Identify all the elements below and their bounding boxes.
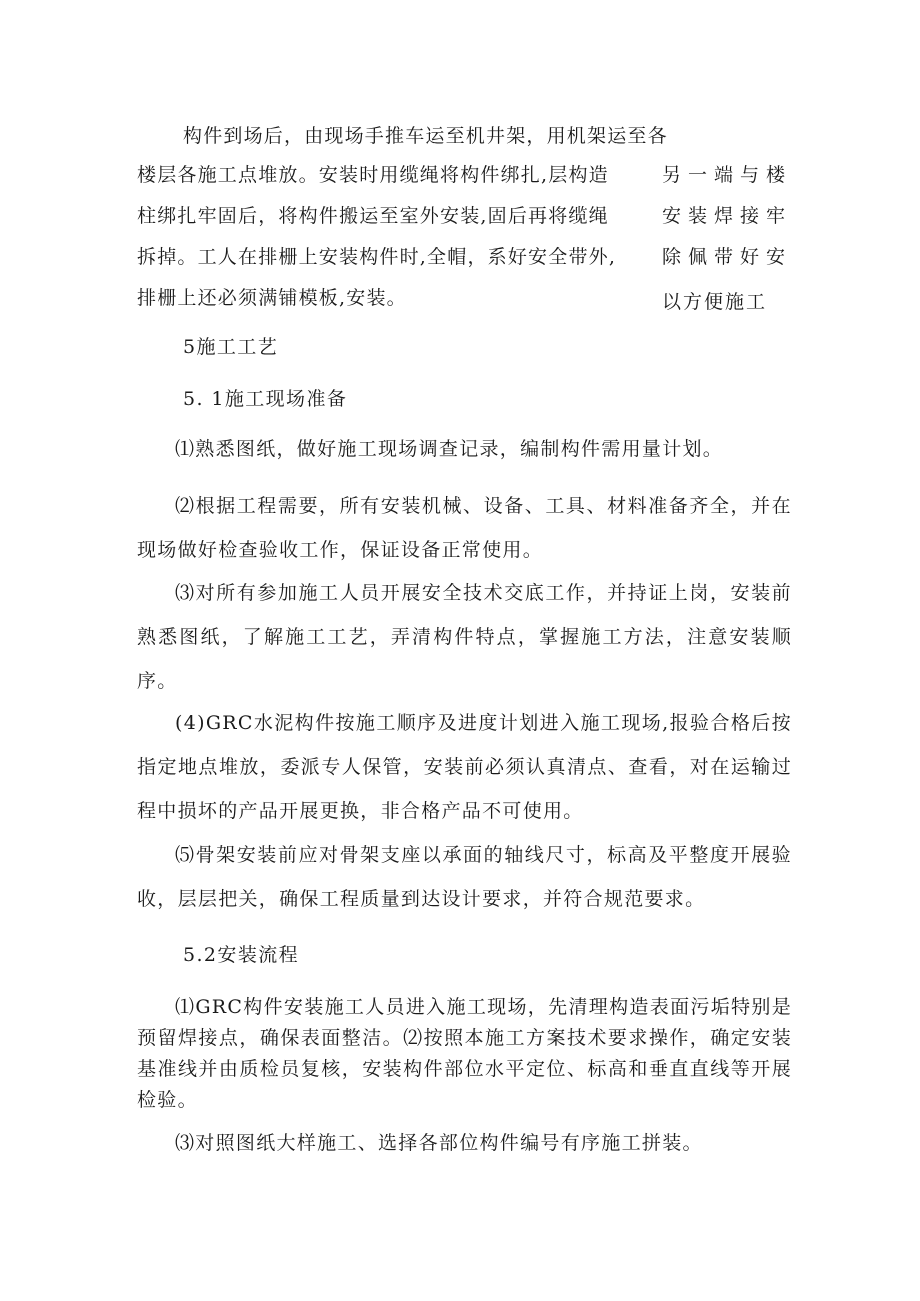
prep-item-5: ⑸骨架安装前应对骨架支座以承面的轴线尺寸，标高及平整度开展验收，层层把关，确保工程质量到达设计要求，并符合规范要求。 <box>137 844 792 910</box>
section-title: 5施工工艺 <box>183 336 279 358</box>
subsection-title-2: 5.2安装流程 <box>183 944 300 966</box>
prep-item-2: ⑵根据工程需要，所有安装机械、设备、工具、材料准备齐全，并在现场做好检查验收工作，保证设备正常使用。 <box>137 495 792 561</box>
prep-item-1: ⑴熟悉图纸，做好施工现场调查记录，编制构件需用量计划。 <box>175 438 724 460</box>
intro-side-2: 安装焊接牢 <box>662 205 793 227</box>
prep-item-3: ⑶对所有参加施工人员开展安全技术交底工作，并持证上岗，安装前熟悉图纸，了解施工工艺，弄清构件特点，掌握施工方法，注意安装顺序。 <box>137 582 792 692</box>
intro-line-4: 拆掉。工人在排栅上安装构件时,全帽，系好安全带外, <box>137 246 617 268</box>
intro-line-2: 楼层各施工点堆放。安装时用缆绳将构件绑扎,层构造 <box>137 164 609 186</box>
intro-side-4: 以方便施工 <box>662 291 768 313</box>
intro-line-1: 构件到场后，由现场手推车运至机井架，用机架运至各 <box>183 125 668 147</box>
intro-line-3: 柱绑扎牢固后，将构件搬运至室外安装,固后再将缆绳 <box>137 205 609 227</box>
intro-side-1: 另一端与楼 <box>662 164 793 186</box>
intro-side-3: 除佩带好安 <box>662 246 793 268</box>
intro-line-5: 排栅上还必须满铺模板,安装。 <box>137 287 407 309</box>
prep-item-4: (4)GRC水泥构件按施工顺序及进度计划进入施工现场,报验合格后按指定地点堆放，委派专人保管，安装前必须认真清点、查看，对在运输过程中损坏的产品开展更换，非合格产品不可使用。 <box>137 712 792 822</box>
subsection-title-1: 5. 1施工现场准备 <box>183 388 348 410</box>
flow-item-1: ⑴GRC构件安装施工人员进入施工现场，先清理构造表面污垢特别是预留焊接点，确保表面整洁。⑵按照本施工方案技术要求操作，确定安装基准线并由质检员复核，安装构件部位水平定位、标高和垂直直线等开展检验。 <box>137 996 792 1111</box>
flow-item-2: ⑶对照图纸大样施工、选择各部位构件编号有序施工拼装。 <box>175 1132 703 1154</box>
